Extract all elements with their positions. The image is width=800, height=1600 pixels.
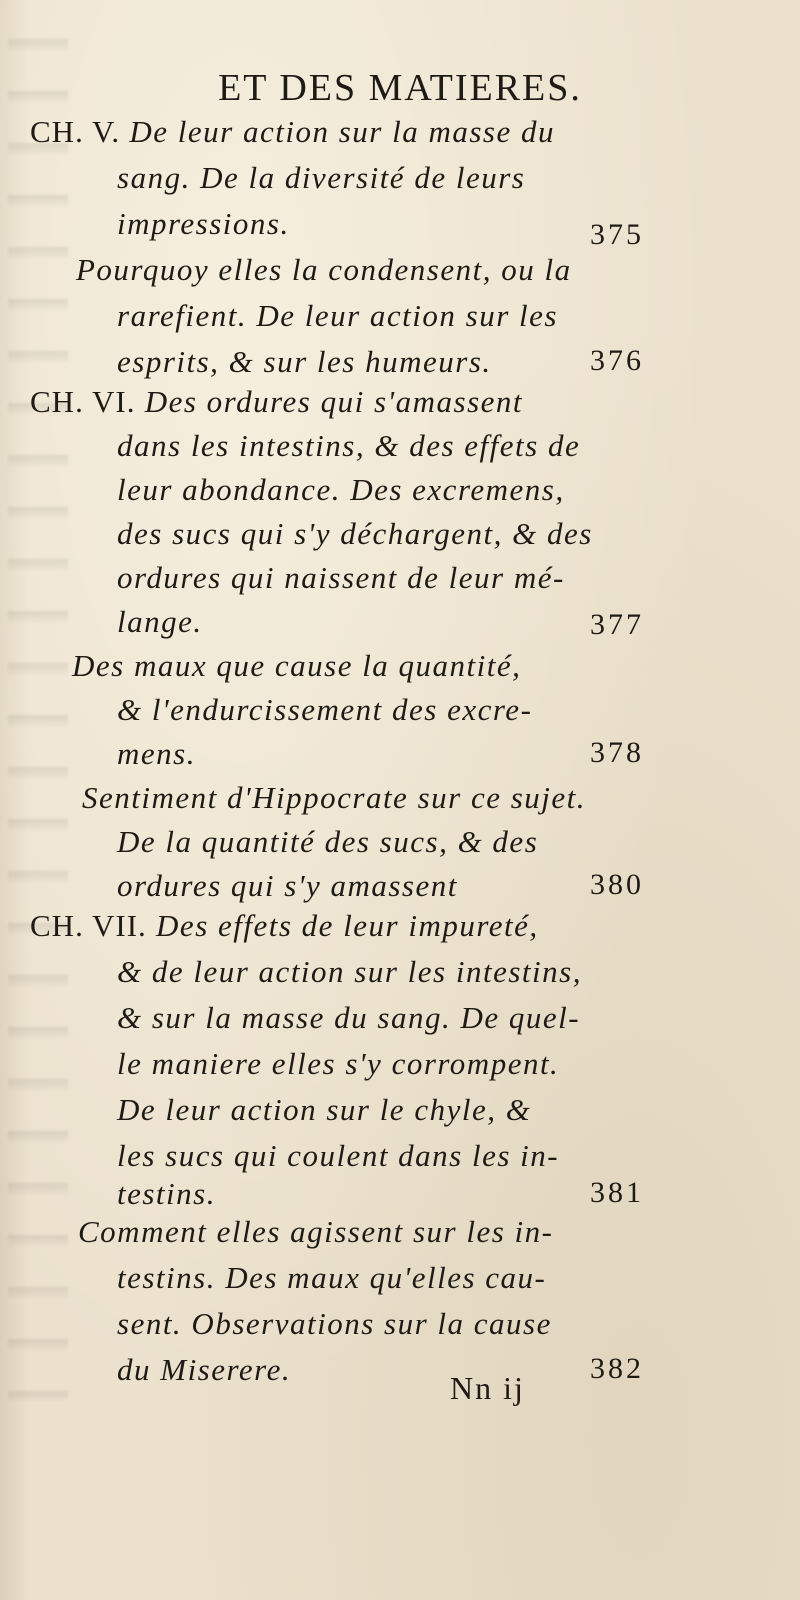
entry-line: le maniere elles s'y corrompent.	[117, 1046, 560, 1081]
entry-line: & l'endurcissement des excre-	[117, 692, 533, 727]
entry-line: Des maux que cause la quantité,	[72, 648, 522, 683]
page-ref: 382	[590, 1352, 644, 1385]
page-ref: 375	[590, 218, 644, 251]
chapter-number: CH. VII.	[30, 908, 147, 943]
chapter-number: CH. VI.	[30, 384, 136, 419]
running-header: ET DES MATIERES.	[218, 67, 582, 109]
entry-line: testins. Des maux qu'elles cau-	[117, 1260, 547, 1295]
bleed-through-shadow	[8, 0, 68, 1400]
entry-line: rarefient. De leur action sur les	[117, 298, 558, 333]
entry-line: impressions.	[117, 206, 290, 241]
entry-line: mens.	[117, 736, 196, 771]
entry-line: & de leur action sur les intestins,	[117, 954, 582, 989]
page-ref: 378	[590, 736, 644, 769]
entry-line: ordures qui s'y amassent	[117, 868, 458, 903]
entry-line: CH. V. De leur action sur la masse du	[30, 114, 555, 149]
entry-line: Sentiment d'Hippocrate sur ce sujet.	[82, 780, 587, 815]
page-ref: 380	[590, 868, 644, 901]
entry-line: De leur action sur le chyle, &	[117, 1092, 532, 1127]
entry-line: esprits, & sur les humeurs.	[117, 344, 492, 379]
entry-line: CH. VI. Des ordures qui s'amassent	[30, 384, 524, 419]
entry-line: sent. Observations sur la cause	[117, 1306, 552, 1341]
entry-line: du Miserere.	[117, 1352, 292, 1387]
entry-line: sang. De la diversité de leurs	[117, 160, 526, 195]
entry-line: des sucs qui s'y déchargent, & des	[117, 516, 593, 551]
page-ref: 377	[590, 608, 644, 641]
page-ref: 376	[590, 344, 644, 377]
entry-line: & sur la masse du sang. De quel-	[117, 1000, 581, 1035]
entry-line: les sucs qui coulent dans les in-	[117, 1138, 560, 1173]
entry-line: lange.	[117, 604, 203, 639]
page-ref: 381	[590, 1176, 644, 1209]
entry-line: ordures qui naissent de leur mé-	[117, 560, 565, 595]
entry-line: dans les intestins, & des effets de	[117, 428, 581, 463]
entry-line: leur abondance. Des excremens,	[117, 472, 565, 507]
signature-mark: Nn ij	[450, 1370, 525, 1406]
entry-line: testins.	[117, 1176, 216, 1211]
entry-line: CH. VII. Des effets de leur impureté,	[30, 908, 539, 943]
entry-line: Pourquoy elles la condensent, ou la	[76, 252, 572, 287]
entry-line: De la quantité des sucs, & des	[117, 824, 539, 859]
entry-line: Comment elles agissent sur les in-	[78, 1214, 554, 1249]
chapter-number: CH. V.	[30, 114, 121, 149]
